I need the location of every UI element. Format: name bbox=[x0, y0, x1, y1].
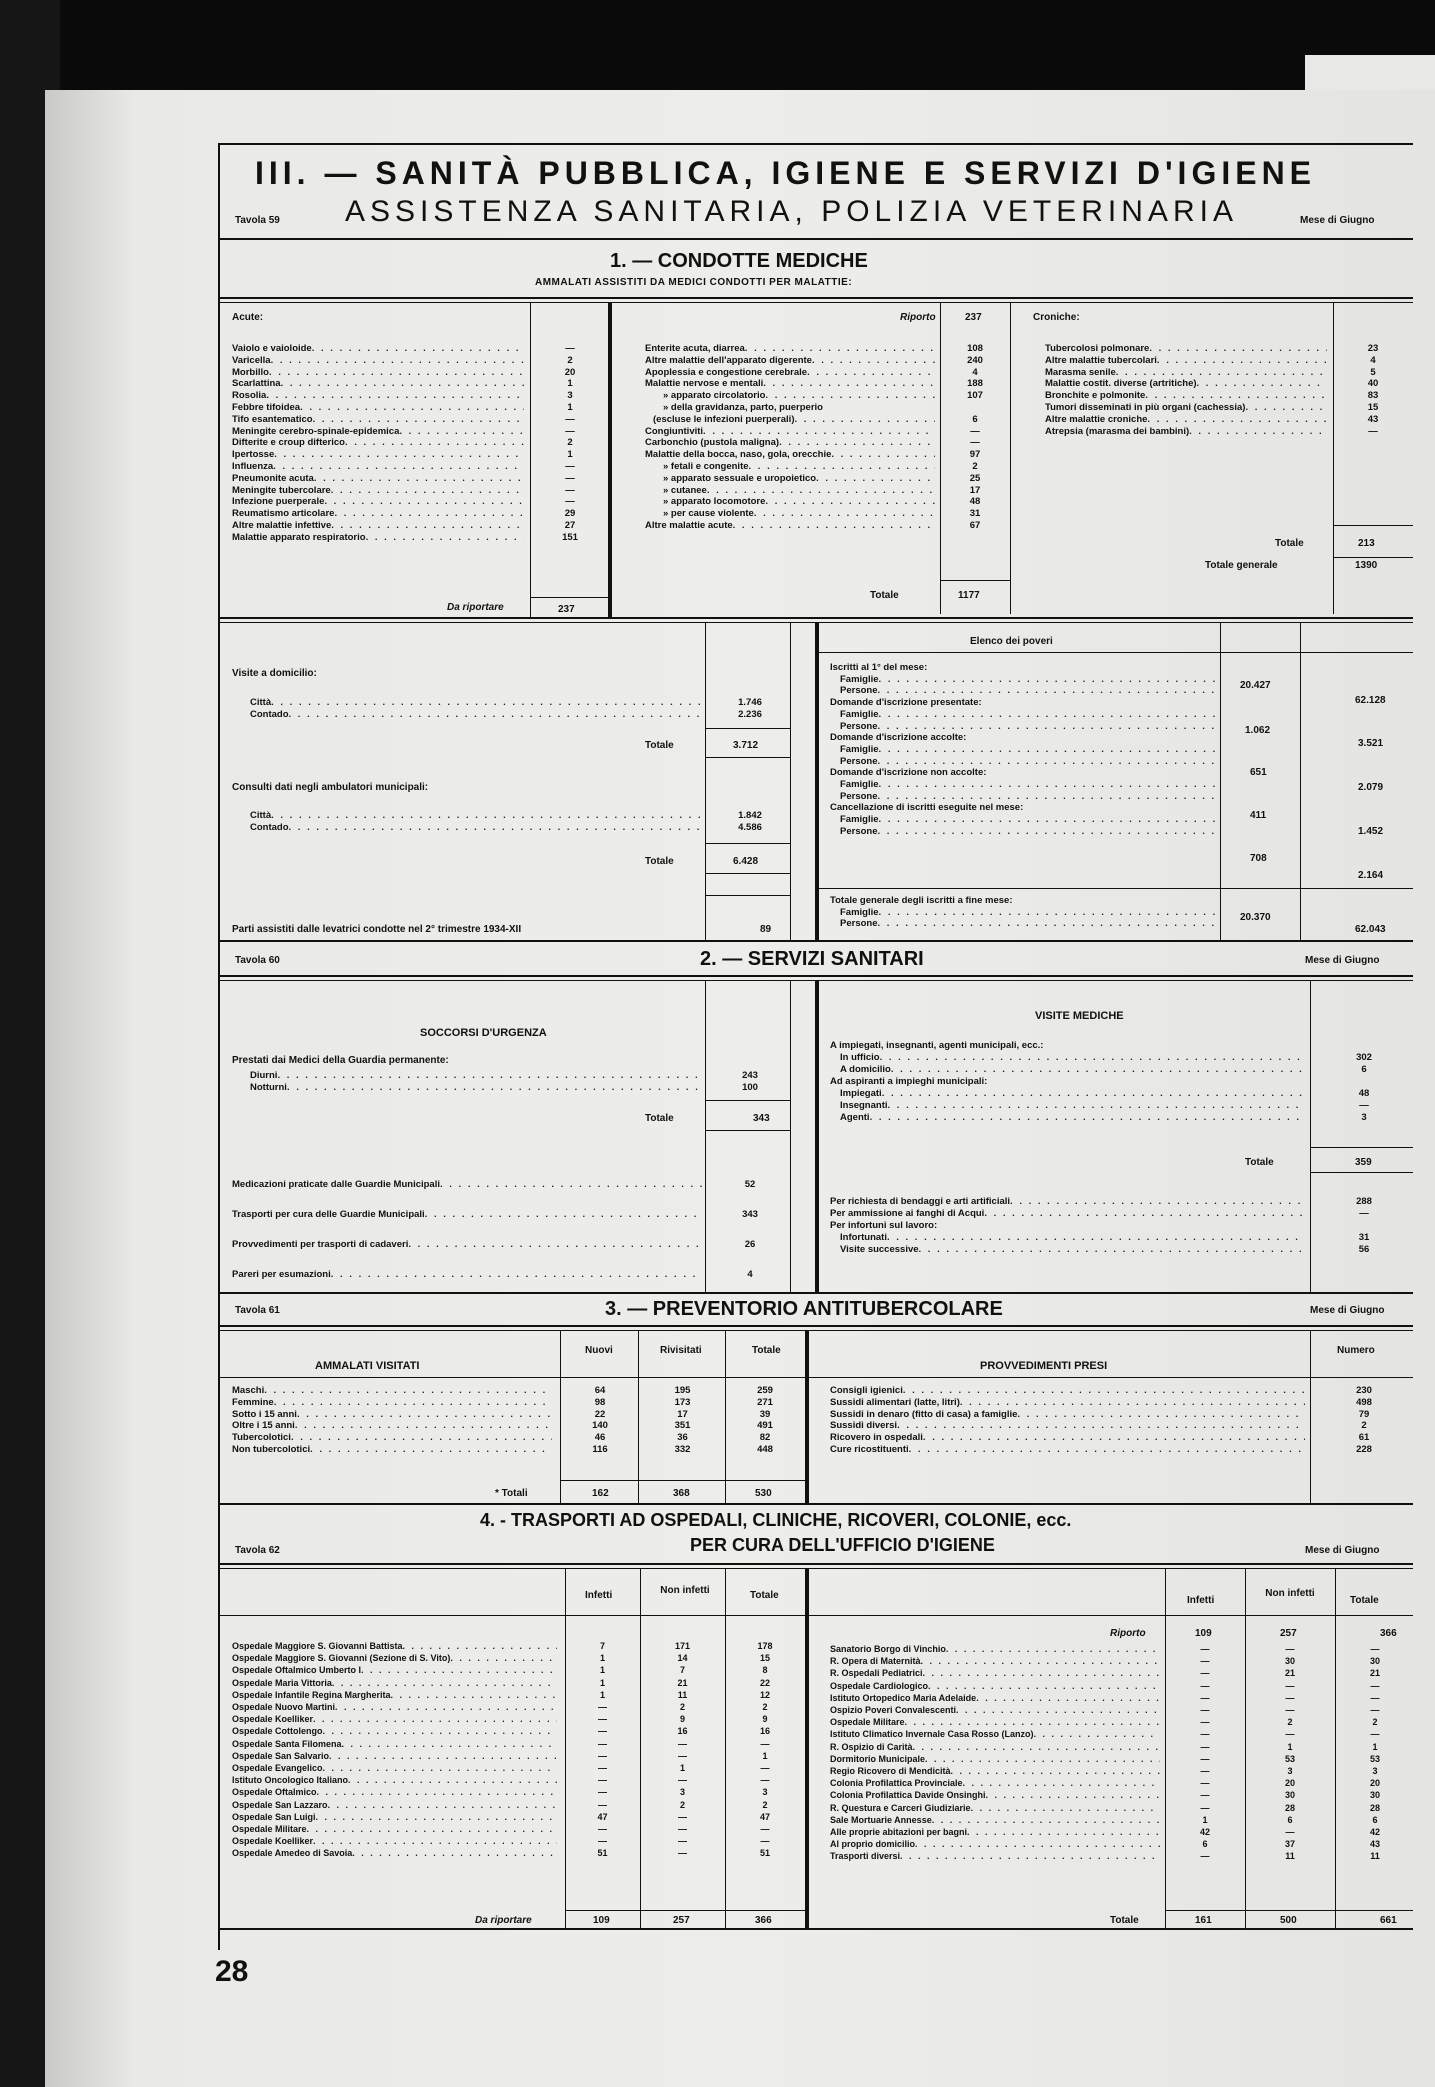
list-item: Per ammissione ai fanghi di Acqui . . . bbox=[830, 1208, 1305, 1220]
visite-cons-totale: 6.428 bbox=[733, 856, 759, 867]
s4-col-totale-r: Totale bbox=[1350, 1595, 1379, 1606]
list-item: Persone . . . bbox=[830, 756, 1215, 768]
s4-tot-i: 161 bbox=[1195, 1915, 1212, 1926]
list-item: Visite successive . . . bbox=[830, 1244, 1305, 1256]
s3-col-rivisitati: Rivisitati bbox=[660, 1345, 702, 1356]
s4-dr-i: 109 bbox=[593, 1915, 610, 1926]
list-item: » della gravidanza, parto, puerperio bbox=[663, 401, 823, 413]
list-item: Scarlattina . . . bbox=[232, 378, 524, 390]
list-item: Contado . . . bbox=[250, 822, 700, 834]
poveri-non-per: 1.452 bbox=[1358, 826, 1384, 837]
list-item: Persone . . . bbox=[830, 918, 1215, 930]
table-row: Ospizio Poveri Convalescenti . . . bbox=[830, 1704, 1160, 1716]
list-item: Malattie della bocca, naso, gola, orecchie . . . bbox=[645, 449, 935, 461]
s1-title: 1. — CONDOTTE MEDICHE bbox=[610, 250, 868, 272]
poveri-canc-per: 2.164 bbox=[1358, 870, 1384, 881]
table-row: R. Ospizio di Carità . . . bbox=[830, 1741, 1160, 1753]
s4-left-totale: 178 15 8 22 12 2 9 16 — 1 — — 3 2 47 — — 51 bbox=[757, 1641, 773, 1859]
s3-col-nuovi: Nuovi bbox=[585, 1345, 613, 1356]
s1-acuti-values: — 2 20 1 3 1 — — 2 1 — — — — 29 27 151 bbox=[562, 343, 578, 543]
s3-col-numero: Numero bbox=[1337, 1345, 1375, 1356]
table-row: Regio Ricovero di Mendicità . . . bbox=[830, 1765, 1160, 1777]
s4-riporto-label: Riporto bbox=[1110, 1628, 1146, 1639]
s4-right-non: — 30 21 — — — 2 — 1 53 3 20 30 28 6 — 37 11 bbox=[1284, 1644, 1295, 1862]
list-item: » apparato locomotore . . . bbox=[645, 496, 935, 508]
list-item: Persone . . . bbox=[830, 721, 1215, 733]
list-item: » apparato circolatorio . . . bbox=[645, 390, 935, 402]
table-row: Colonia Profilattica Davide Onsinghi . . . bbox=[830, 1789, 1160, 1801]
visite-consulti-values: 1.842 4.586 bbox=[738, 810, 762, 833]
list-item: Malattie nervose e mentali . . . bbox=[645, 378, 935, 390]
table-row: Ospedale Cottolengo . . . bbox=[232, 1725, 557, 1737]
table-row: Ospedale San Luigi . . . bbox=[232, 1811, 557, 1823]
list-item: Bronchite e polmonite . . . bbox=[1045, 390, 1327, 402]
list-item: Rosolia . . . bbox=[232, 390, 524, 402]
list-item: Meningite tubercolare . . . bbox=[232, 485, 524, 497]
s1-middle-list bbox=[645, 343, 935, 532]
s3-provv-list bbox=[830, 1385, 1305, 1456]
list-item: Città . . . bbox=[250, 697, 700, 709]
list-item: Febbre tifoidea . . . bbox=[232, 402, 524, 414]
header-mese: Mese di Giugno bbox=[1300, 215, 1375, 226]
s1-subtitle: AMMALATI ASSISTITI DA MEDICI CONDOTTI PER MALATTIE: bbox=[535, 277, 853, 288]
s4-right-infetti: — — — — — — — — — — — — — — 1 42 6 — bbox=[1199, 1644, 1210, 1862]
list-item: » per cause violente . . . bbox=[645, 508, 935, 520]
list-item: Per richiesta di bendaggi e arti artificiali . . . bbox=[830, 1196, 1305, 1208]
list-item: Consigli igienici . . . bbox=[830, 1385, 1305, 1397]
s2-title: 2. — SERVIZI SANITARI bbox=[700, 948, 924, 970]
list-item: Atrepsia (marasma dei bambini) . . . bbox=[1045, 426, 1327, 438]
s1-da-riportare: 237 bbox=[558, 604, 575, 615]
s4-rip-n: 257 bbox=[1280, 1628, 1297, 1639]
s2-richiesta-values: 288 — 31 56 bbox=[1356, 1196, 1372, 1255]
s4-title1: 4. - TRASPORTI AD OSPEDALI, CLINICHE, RICOVERI, COLONIE, ecc. bbox=[480, 1510, 1072, 1530]
list-item: Morbillo . . . bbox=[232, 367, 524, 379]
s3-totali-label: * Totali bbox=[495, 1488, 528, 1499]
s4-right-totale: — 30 21 — — — 2 — 1 53 3 20 30 28 6 42 43 11 bbox=[1369, 1644, 1380, 1862]
list-item: Altre malattie tubercolari . . . bbox=[1045, 355, 1327, 367]
s1-croniche-list bbox=[1045, 343, 1327, 437]
table-row: Alle proprie abitazioni per bagni . . . bbox=[830, 1826, 1160, 1838]
table-row: Femmine . . . bbox=[232, 1397, 552, 1409]
list-item: Insegnanti . . . bbox=[830, 1100, 1305, 1112]
s3-rows-list bbox=[232, 1385, 552, 1456]
poveri-pres-fam: 1.062 bbox=[1245, 725, 1271, 736]
table-row: Istituto Climatico Invernale Casa Rosso (Lanzo) . . . bbox=[830, 1728, 1160, 1740]
visite-consulti-list bbox=[250, 810, 700, 834]
list-item: Pareri per esumazioni . . . bbox=[232, 1260, 702, 1290]
list-item: Famiglie . . . bbox=[830, 744, 1215, 756]
table-row: R. Questura e Carceri Giudiziarie . . . bbox=[830, 1802, 1160, 1814]
list-item: Ricovero in ospedali . . . bbox=[830, 1432, 1305, 1444]
list-item: Pneumonite acuta . . . bbox=[232, 473, 524, 485]
visite-domicilio-list bbox=[250, 697, 700, 721]
s1-acuti-list bbox=[232, 343, 524, 544]
s3-col-totale: Totale bbox=[752, 1345, 781, 1356]
s3-tot-n: 162 bbox=[592, 1488, 609, 1499]
table-row: Ospedale Amedeo di Savoia . . . bbox=[232, 1847, 557, 1859]
s4-left-infetti: 7 1 1 1 1 — — — — — — — — — 47 — — 51 bbox=[597, 1641, 608, 1859]
list-item: Altre malattie dell'apparato digerente . . . bbox=[645, 355, 935, 367]
s4-da-riportare-label: Da riportare bbox=[475, 1915, 532, 1926]
table-row: Ospedale Nuovo Martini . . . bbox=[232, 1701, 557, 1713]
s4-dr-t: 366 bbox=[755, 1915, 772, 1926]
s2-totale: 343 bbox=[753, 1113, 770, 1124]
s2-richiesta-list: Per richiesta di bendaggi e arti artificiali . . . Per ammissione ai fanghi di Acqui . . . Per infortuni sul lavoro: Infortunati . . . Visite successive . . . bbox=[830, 1196, 1305, 1256]
list-item: Sussidi alimentari (latte, litri) . . . bbox=[830, 1397, 1305, 1409]
s4-mese: Mese di Giugno bbox=[1305, 1545, 1380, 1556]
table-row: R. Ospedali Pediatrici . . . bbox=[830, 1667, 1160, 1679]
list-item: Persone . . . bbox=[830, 685, 1215, 697]
s2-other-values: 52 343 26 4 bbox=[742, 1179, 758, 1280]
s1-totale-cron-label: Totale bbox=[1275, 538, 1304, 549]
list-item: Vaiolo e vaioloide . . . bbox=[232, 343, 524, 355]
poveri-tot-per: 62.043 bbox=[1355, 924, 1386, 935]
list-item: Malattie apparato respiratorio . . . bbox=[232, 532, 524, 544]
s4-dr-n: 257 bbox=[673, 1915, 690, 1926]
s2-visite-values: 302 6 48 — 3 bbox=[1356, 1052, 1372, 1123]
s3-tot-t: 530 bbox=[755, 1488, 772, 1499]
list-item: Agenti . . . bbox=[830, 1112, 1305, 1124]
table-row: Ospedale Militare . . . bbox=[232, 1823, 557, 1835]
s1-da-riportare-label: Da riportare bbox=[447, 602, 504, 613]
list-item: Famiglie . . . bbox=[830, 779, 1215, 791]
s3-ammalati-title: AMMALATI VISITATI bbox=[315, 1360, 420, 1372]
s2-soccorsi-values: 243 100 bbox=[742, 1070, 758, 1093]
s2-soccorsi-list bbox=[250, 1070, 700, 1094]
s3-mese: Mese di Giugno bbox=[1310, 1305, 1385, 1316]
visite-domicilio-label: Visite a domicilio: bbox=[232, 668, 317, 679]
list-item: » cutanee . . . bbox=[645, 485, 935, 497]
poveri-acc-fam: 651 bbox=[1250, 767, 1267, 778]
s4-col-infetti: Infetti bbox=[585, 1590, 613, 1601]
table-row: R. Opera di Maternità . . . bbox=[830, 1655, 1160, 1667]
table-row: Ospedale Koelliker . . . bbox=[232, 1713, 557, 1725]
table-row: Oltre i 15 anni . . . bbox=[232, 1420, 552, 1432]
s4-col-infetti-r: Infetti bbox=[1187, 1595, 1215, 1606]
table-row: Ospedale Oftalmico . . . bbox=[232, 1786, 557, 1798]
list-item: Città . . . bbox=[250, 810, 700, 822]
list-item: Ipertosse . . . bbox=[232, 449, 524, 461]
poveri-list: Iscritti al 1° del mese: Famiglie . . . Persone . . . Domande d'iscrizione presentate: Famiglie . . . Persone . . . Domande d'iscrizione accolte: Famiglie . . . Persone . . . Domande d'iscrizione non accolte: Famiglie . . . Persone . . . Cancellazione di iscritti eseguite nel mese: Famiglie . . . Persone . . . bbox=[830, 662, 1215, 838]
s4-tot-n: 500 bbox=[1280, 1915, 1297, 1926]
s2-tavola: Tavola 60 bbox=[235, 955, 280, 966]
table-row: Istituto Oncologico Italiano . . . bbox=[232, 1774, 557, 1786]
table-row: Ospedale Infantile Regina Margherita . . . bbox=[232, 1689, 557, 1701]
s4-col-totale: Totale bbox=[750, 1590, 779, 1601]
list-item: Tifo esantematico . . . bbox=[232, 414, 524, 426]
s4-totale-label: Totale bbox=[1110, 1915, 1139, 1926]
list-item: Enterite acuta, diarrea . . . bbox=[645, 343, 935, 355]
table-row: Sale Mortuarie Annesse . . . bbox=[830, 1814, 1160, 1826]
s1-totale-gen: 1390 bbox=[1355, 560, 1378, 571]
visite-dom-totale-label: Totale bbox=[645, 740, 674, 751]
list-item: Altre malattie acute . . . bbox=[645, 520, 935, 532]
s2-vis-totale-label: Totale bbox=[1245, 1157, 1274, 1168]
s1-middle-values: 108 240 4 188 107 6 — — 97 2 25 17 48 31 67 bbox=[967, 343, 983, 531]
visite-parti: 89 bbox=[760, 924, 772, 935]
table-row: Tubercolotici . . . bbox=[232, 1432, 552, 1444]
list-item: Infortunati . . . bbox=[830, 1232, 1305, 1244]
list-item: In ufficio . . . bbox=[830, 1052, 1305, 1064]
visite-cons-totale-label: Totale bbox=[645, 856, 674, 867]
poveri-acc-per: 2.079 bbox=[1358, 782, 1384, 793]
visite-dom-totale: 3.712 bbox=[733, 740, 759, 751]
s3-totale-values: 259 271 39 491 82 448 bbox=[757, 1385, 773, 1455]
s3-tavola: Tavola 61 bbox=[235, 1305, 280, 1316]
list-item: Persone . . . bbox=[830, 826, 1215, 838]
s1-riporto: 237 bbox=[965, 312, 982, 323]
s1-croniche-label: Croniche: bbox=[1033, 312, 1080, 323]
poveri-total-list: Totale generale degli iscritti a fine mese: Famiglie . . . Persone . . . bbox=[830, 895, 1215, 930]
list-item: » apparato sessuale e uropoietico . . . bbox=[645, 473, 935, 485]
table-row: Ospedale Maggiore S. Giovanni Battista . . . bbox=[232, 1640, 557, 1652]
poveri-pres-per: 3.521 bbox=[1358, 738, 1384, 749]
list-item: Marasma senile . . . bbox=[1045, 367, 1327, 379]
s1-totale-gen-label: Totale generale bbox=[1205, 560, 1278, 571]
s3-provv-values: 230 498 79 2 61 228 bbox=[1356, 1385, 1372, 1455]
table-row: Al proprio domicilio . . . bbox=[830, 1838, 1160, 1850]
table-row: Ospedale San Lazzaro . . . bbox=[232, 1799, 557, 1811]
list-item: Difterite e croup difterico . . . bbox=[232, 437, 524, 449]
s2-visite-title: VISITE MEDICHE bbox=[1035, 1010, 1124, 1022]
s1-riporto-label: Riporto bbox=[900, 312, 936, 323]
poveri-isc-per: 62.128 bbox=[1355, 695, 1386, 706]
s2-totale-label: Totale bbox=[645, 1113, 674, 1124]
s2-visite-list: A impiegati, insegnanti, agenti municipali, ecc.: In ufficio . . . A domicilio . . . Ad aspiranti a impieghi municipali: Impiegati . . . Insegnanti . . . Agenti . . . bbox=[830, 1040, 1305, 1124]
list-item: Contado . . . bbox=[250, 709, 700, 721]
list-item: Sussidi in denaro (fitto di casa) a famiglie . . . bbox=[830, 1409, 1305, 1421]
table-row: Colonia Profilattica Provinciale . . . bbox=[830, 1777, 1160, 1789]
table-row: Ospedale Koelliker . . . bbox=[232, 1835, 557, 1847]
s4-rip-i: 109 bbox=[1195, 1628, 1212, 1639]
list-item: Congiuntiviti . . . bbox=[645, 426, 935, 438]
s2-vis-totale: 359 bbox=[1355, 1157, 1372, 1168]
list-item: Tumori disseminati in più organi (cachessia) . . . bbox=[1045, 402, 1327, 414]
poveri-non-fam: 411 bbox=[1250, 810, 1267, 821]
list-item: Diurni . . . bbox=[250, 1070, 700, 1082]
list-item: Provvedimenti per trasporti di cadaveri . . . bbox=[232, 1230, 702, 1260]
s1-croniche-values: 23 4 5 40 83 15 43 — bbox=[1367, 343, 1379, 437]
table-row: Sotto i 15 anni . . . bbox=[232, 1409, 552, 1421]
table-row: Ospedale San Salvario . . . bbox=[232, 1750, 557, 1762]
poveri-title: Elenco dei poveri bbox=[970, 636, 1053, 647]
s4-col-non-r: Non infetti bbox=[1265, 1588, 1315, 1599]
table-row: Ospedale Santa Filomena . . . bbox=[232, 1738, 557, 1750]
list-item: Tubercolosi polmonare . . . bbox=[1045, 343, 1327, 355]
visite-consulti-label: Consulti dati negli ambulatori municipali: bbox=[232, 782, 429, 793]
s3-title: 3. — PREVENTORIO ANTITUBERCOLARE bbox=[605, 1298, 1003, 1320]
list-item: Notturni . . . bbox=[250, 1082, 700, 1094]
table-row: Ospedale Maggiore S. Giovanni (Sezione di S. Vito) . . . bbox=[232, 1652, 557, 1664]
s3-provv-title: PROVVEDIMENTI PRESI bbox=[980, 1360, 1108, 1372]
s4-left-list bbox=[232, 1640, 557, 1860]
table-row: Ospedale Evangelico . . . bbox=[232, 1762, 557, 1774]
s3-nuovi-values: 64 98 22 140 46 116 bbox=[592, 1385, 608, 1455]
s4-right-list bbox=[830, 1643, 1160, 1863]
list-item: Impiegati . . . bbox=[830, 1088, 1305, 1100]
table-row: Sanatorio Borgo di Vinchio . . . bbox=[830, 1643, 1160, 1655]
s1-acuti-label: Acute: bbox=[232, 312, 264, 323]
table-row: Dormitorio Municipale . . . bbox=[830, 1753, 1160, 1765]
s1-totale-mid-label: Totale bbox=[870, 590, 899, 601]
table-row: Trasporti diversi . . . bbox=[830, 1850, 1160, 1862]
s4-rip-t: 366 bbox=[1380, 1628, 1397, 1639]
header-line2: ASSISTENZA SANITARIA, POLIZIA VETERINARIA bbox=[345, 195, 1238, 228]
table-row: Istituto Ortopedico Maria Adelaide . . . bbox=[830, 1692, 1160, 1704]
header-tavola: Tavola 59 bbox=[235, 215, 280, 226]
list-item: Persone . . . bbox=[830, 791, 1215, 803]
list-item: Influenza . . . bbox=[232, 461, 524, 473]
poveri-isc-fam: 20.427 bbox=[1240, 680, 1271, 691]
list-item: Cure ricostituenti . . . bbox=[830, 1444, 1305, 1456]
s4-tavola: Tavola 62 bbox=[235, 1545, 280, 1556]
s1-totale-cron: 213 bbox=[1358, 538, 1375, 549]
list-item: Sussidi diversi . . . bbox=[830, 1420, 1305, 1432]
table-row: Ospedale Militare . . . bbox=[830, 1716, 1160, 1728]
list-item: Reumatismo articolare . . . bbox=[232, 508, 524, 520]
header-line1: III. — SANITÀ PUBBLICA, IGIENE E SERVIZI D'IGIENE bbox=[255, 155, 1317, 191]
visite-parti-label: Parti assistiti dalle levatrici condotte nel 2° trimestre 1934-XII bbox=[232, 924, 522, 935]
list-item: Infezione puerperale . . . bbox=[232, 496, 524, 508]
s2-other-list bbox=[232, 1170, 702, 1290]
table-row: Ospedale Oftalmico Umberto I . . . bbox=[232, 1664, 557, 1676]
list-item: Trasporti per cura delle Guardie Municipali . . . bbox=[232, 1200, 702, 1230]
s2-prestati: Prestati dai Medici della Guardia permanente: bbox=[232, 1055, 449, 1066]
list-item: Meningite cerebro-spinale-epidemica . . . bbox=[232, 426, 524, 438]
list-item: (escluse le infezioni puerperali) . . . bbox=[645, 414, 935, 426]
list-item: Malattie costit. diverse (artritiche) . . . bbox=[1045, 378, 1327, 390]
list-item: Altre malattie croniche . . . bbox=[1045, 414, 1327, 426]
s3-tot-r: 368 bbox=[673, 1488, 690, 1499]
list-item: Medicazioni praticate dalle Guardie Municipali . . . bbox=[232, 1170, 702, 1200]
list-item: Altre malattie infettive . . . bbox=[232, 520, 524, 532]
s4-col-non: Non infetti bbox=[660, 1585, 710, 1596]
list-item: Carbonchio (pustola maligna) . . . bbox=[645, 437, 935, 449]
poveri-canc-fam: 708 bbox=[1250, 853, 1267, 864]
s1-totale-mid: 1177 bbox=[958, 590, 980, 601]
list-item: Famiglie . . . bbox=[830, 814, 1215, 826]
table-row: Ospedale Cardiologico . . . bbox=[830, 1680, 1160, 1692]
list-item: » fetali e congenite . . . bbox=[645, 461, 935, 473]
visite-domicilio-values: 1.746 2.236 bbox=[738, 697, 762, 720]
page-number: 28 bbox=[215, 1955, 249, 1988]
s4-tot-t: 661 bbox=[1380, 1915, 1397, 1926]
s2-soccorsi-title: SOCCORSI D'URGENZA bbox=[420, 1027, 547, 1039]
list-item: Apoplessia e congestione cerebrale . . . bbox=[645, 367, 935, 379]
table-row: Non tubercolotici . . . bbox=[232, 1444, 552, 1456]
s4-title2: PER CURA DELL'UFFICIO D'IGIENE bbox=[690, 1535, 995, 1555]
list-item: Famiglie . . . bbox=[830, 709, 1215, 721]
list-item: Famiglie . . . bbox=[830, 907, 1215, 919]
table-row: Maschi . . . bbox=[232, 1385, 552, 1397]
s3-rivisitati-values: 195 173 17 351 36 332 bbox=[674, 1385, 691, 1455]
s2-mese: Mese di Giugno bbox=[1305, 955, 1380, 966]
s4-left-non: 171 14 7 21 11 2 9 16 — — 1 — 3 2 — — — — bbox=[674, 1641, 691, 1859]
table-row: Ospedale Maria Vittoria . . . bbox=[232, 1677, 557, 1689]
poveri-tot-fam: 20.370 bbox=[1240, 912, 1271, 923]
list-item: Varicella . . . bbox=[232, 355, 524, 367]
list-item: Famiglie . . . bbox=[830, 674, 1215, 686]
list-item: A domicilio . . . bbox=[830, 1064, 1305, 1076]
